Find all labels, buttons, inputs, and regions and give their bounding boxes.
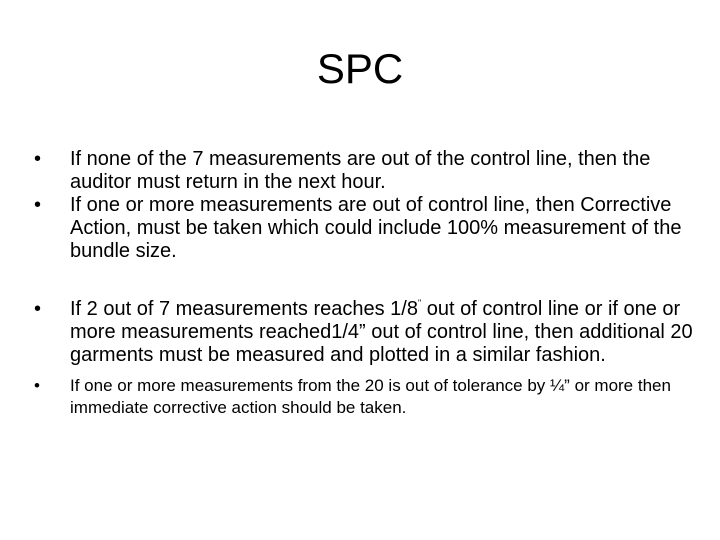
bullet-item [34, 375, 694, 419]
bullet-text: If one or more measurements from the 20 is out of tolerance by ¼” or more then immediate corrective action should be taken. [70, 376, 671, 417]
bullet-dot-icon: • [34, 376, 40, 395]
bullet-dot-icon: • [34, 194, 42, 216]
bullet-list [34, 148, 694, 419]
bullet-text: If none of the 7 measurements are out of the control line, then the auditor must return in the next hour. [70, 148, 651, 193]
bullet-item [34, 298, 694, 367]
bullet-item [34, 148, 694, 194]
slide-title: SPC [316, 45, 404, 92]
bullet-dot-icon: • [34, 298, 42, 320]
bullet-text: If one or more measurements are out of control line, then Corrective Action, must be taken which could include 100% measurement of the bundle size. [70, 194, 682, 262]
bullet-text-part: If 2 out of 7 measurements reaches 1/8 [70, 298, 418, 320]
bullet-dot-icon: • [34, 148, 42, 170]
bullet-text-part: out of control line or if one or more measurements reached1/4” out of control line, then additional 20 garments must be measured and plotted in a similar fashion. [70, 298, 693, 366]
bullet-item [34, 194, 694, 263]
inch-mark: " [417, 298, 422, 308]
